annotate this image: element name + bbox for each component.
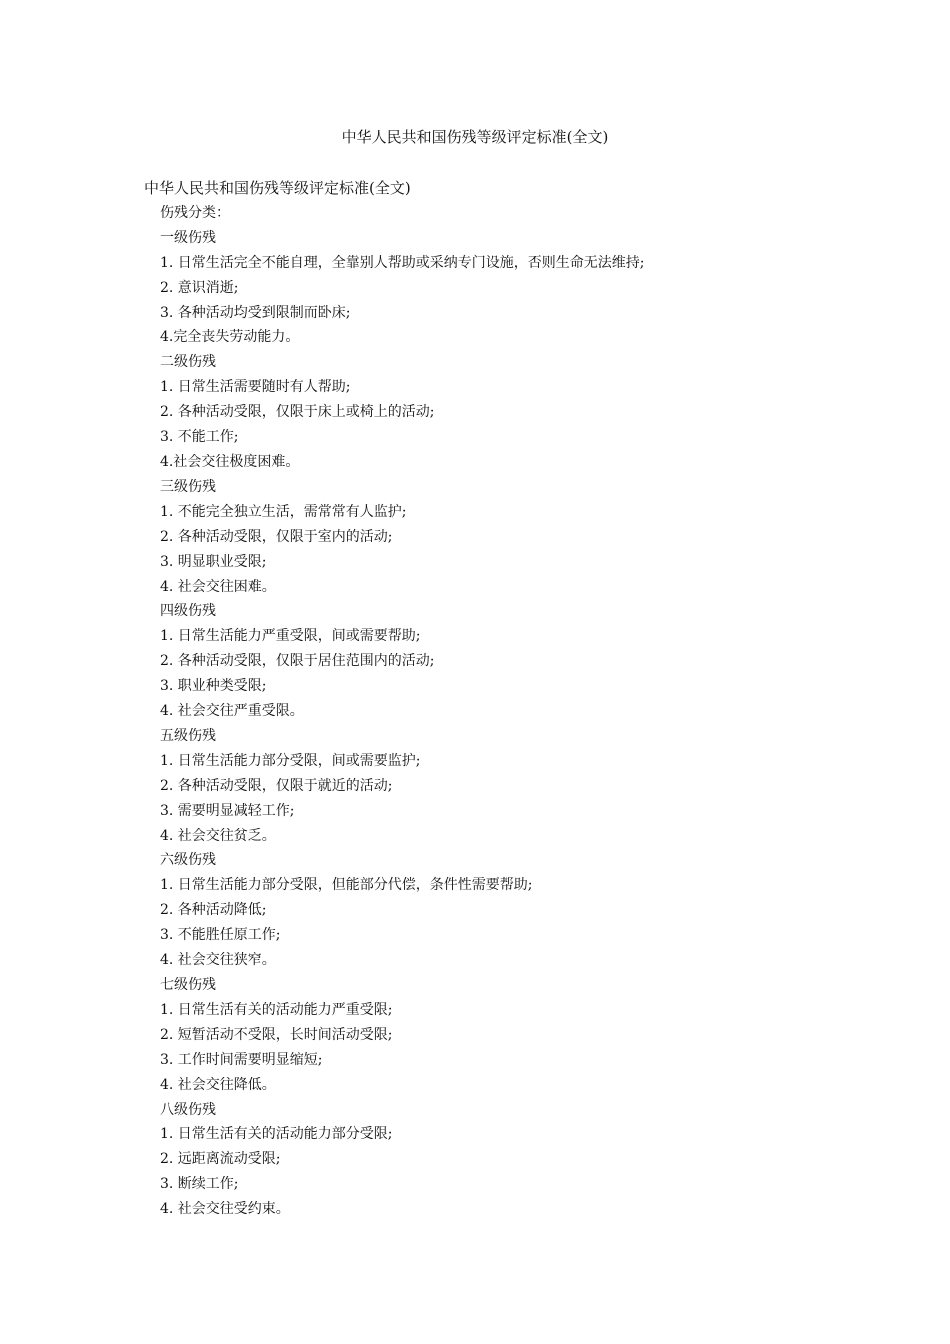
level-title: 七级伤残 xyxy=(160,977,216,993)
level-item: 1. 日常生活完全不能自理，全靠别人帮助或采纳专门设施，否则生命无法维持; xyxy=(160,254,645,271)
level-item: 3. 不能胜任原工作; xyxy=(160,927,281,944)
level-item: 4. 社会交往受约束。 xyxy=(160,1201,290,1218)
level-item: 1. 日常生活能力严重受限，间或需要帮助; xyxy=(160,628,421,645)
level-title: 二级伤残 xyxy=(160,354,216,371)
level-title: 三级伤残 xyxy=(160,478,216,495)
level-item: 3. 工作时间需要明显缩短; xyxy=(160,1051,323,1068)
level-item: 1. 日常生活需要随时有人帮助; xyxy=(160,379,351,396)
level-item: 1. 不能完全独立生活，需常常有人监护; xyxy=(160,503,407,520)
level-title: 五级伤残 xyxy=(160,727,216,744)
level-title: 一级伤残 xyxy=(160,229,216,246)
level-item: 3. 需要明显减轻工作; xyxy=(160,802,295,819)
level-section xyxy=(144,1098,844,1223)
level-section xyxy=(144,973,844,1098)
document-body xyxy=(144,176,844,1222)
level-item: 4. 社会交往贫乏。 xyxy=(160,827,276,844)
level-item: 4.完全丧失劳动能力。 xyxy=(160,329,300,346)
level-item: 2. 各种活动受限，仅限于居住范围内的活动; xyxy=(160,653,435,670)
level-item: 4.社会交往极度困难。 xyxy=(160,453,300,470)
level-item: 3. 明显职业受限; xyxy=(160,553,267,570)
level-item: 3. 不能工作; xyxy=(160,429,239,446)
level-section xyxy=(144,226,844,351)
level-section xyxy=(144,599,844,724)
level-item: 1. 日常生活有关的活动能力部分受限; xyxy=(160,1126,393,1143)
level-item: 2. 远距离流动受限; xyxy=(160,1151,281,1168)
level-title: 八级伤残 xyxy=(160,1101,216,1118)
level-item: 4. 社会交往困难。 xyxy=(160,578,276,595)
level-section xyxy=(144,475,844,600)
level-item: 2. 各种活动降低; xyxy=(160,902,267,919)
level-item: 2. 短暂活动不受限，长时间活动受限; xyxy=(160,1026,393,1043)
level-item: 2. 各种活动受限，仅限于室内的活动; xyxy=(160,528,393,545)
level-title: 四级伤残 xyxy=(160,603,216,620)
page-title: 中华人民共和国伤残等级评定标准(全文) xyxy=(341,128,609,146)
level-item: 3. 断续工作; xyxy=(160,1176,239,1193)
level-item: 1. 日常生活能力部分受限，但能部分代偿，条件性需要帮助; xyxy=(160,877,533,894)
level-title: 六级伤残 xyxy=(160,852,216,869)
level-item: 4. 社会交往狭窄。 xyxy=(160,952,276,969)
level-item: 4. 社会交往降低。 xyxy=(160,1076,276,1093)
level-section xyxy=(144,350,844,475)
level-item: 1. 日常生活能力部分受限，间或需要监护; xyxy=(160,752,421,769)
level-item: 2. 意识消逝; xyxy=(160,279,239,296)
level-item: 2. 各种活动受限，仅限于就近的活动; xyxy=(160,777,393,794)
document-heading: 中华人民共和国伤残等级评定标准(全文) xyxy=(144,179,411,197)
level-section xyxy=(144,724,844,849)
level-item: 4. 社会交往严重受限。 xyxy=(160,703,304,720)
level-item: 3. 职业种类受限; xyxy=(160,678,267,695)
level-item: 1. 日常生活有关的活动能力严重受限; xyxy=(160,1001,393,1018)
level-item: 2. 各种活动受限，仅限于床上或椅上的活动; xyxy=(160,404,435,421)
level-item: 3. 各种活动均受到限制而卧床; xyxy=(160,304,351,321)
level-section xyxy=(144,848,844,973)
classification-label: 伤残分类： xyxy=(160,204,230,221)
